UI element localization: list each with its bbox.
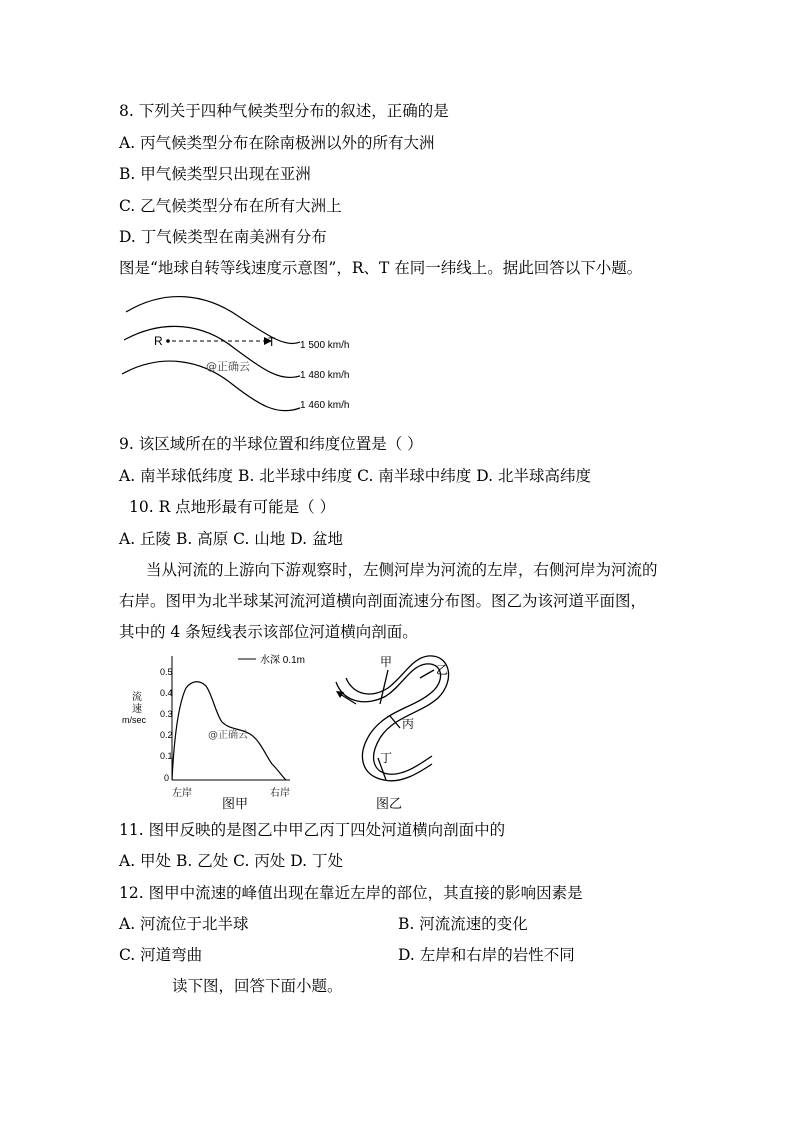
intro-river-line-2: 右岸。图甲为北半球某河流河道横向剖面流速分布图。图乙为该河道平面图， [119,592,647,610]
flow-arrow [340,694,356,704]
river-bank-inner [346,656,449,774]
speed-label-1460: 1 460 km/h [300,400,350,411]
q8-option-d: D. 丁气候类型在南美洲有分布 [119,228,327,246]
figure-yi-caption: 图乙 [376,796,403,811]
q12-stem: 12. 图甲中流速的峰值出现在靠近左岸的部位，其直接的影响因素是 [119,884,583,902]
q12-option-d: D. 左岸和右岸的岩性不同 [398,946,575,964]
q8-option-b: B. 甲气候类型只出现在亚洲 [119,165,311,183]
q8-option-c: C. 乙气候类型分布在所有大洲上 [119,197,342,215]
point-t-label: T [268,335,276,349]
figure-yi-river-plan [328,652,458,817]
section-line-jia [380,670,388,704]
y-label-liu: 流 [132,692,142,703]
outro-instruction: 读下图，回答下面小题。 [172,977,343,995]
legend-label: 水深 0.1m [260,655,306,666]
q12-option-b: B. 河流流速的变化 [398,915,528,933]
q11-stem: 11. 图甲反映的是图乙中甲乙丙丁四处河道横向剖面中的 [119,821,506,839]
y-tick-0.2: 0.2 [160,730,173,740]
label-yi: 乙 [436,663,449,677]
y-tick-0.5: 0.5 [160,667,173,677]
label-bing: 丙 [402,717,415,731]
q8-stem: 8. 下列关于四种气候类型分布的叙述，正确的是 [119,102,449,120]
right-bank-label: 右岸 [270,788,290,799]
y-label-su: 速 [132,704,142,715]
q11-options: A. 甲处 B. 乙处 C. 丙处 D. 丁处 [119,852,343,870]
intro-river-line-1: 当从河流的上游向下游观察时，左侧河岸为河流的左岸，右侧河岸为河流的 [146,561,658,579]
y-tick-0: 0 [164,773,170,783]
y-tick-0.3: 0.3 [160,709,173,719]
y-label-unit: m/sec [122,715,147,725]
q12-option-c: C. 河道弯曲 [119,946,203,964]
figure-jia-caption: 图甲 [222,796,249,811]
y-tick-0.4: 0.4 [160,688,173,698]
figure-jia-velocity-profile [120,650,306,815]
y-tick-0.1: 0.1 [160,751,173,761]
intro-river-line-3: 其中的 4 条短线表示该部位河道横向剖面。 [119,623,418,641]
watermark: @正确云 [208,730,248,741]
point-r-label: R [154,334,163,348]
flow-arrow-head [336,691,344,698]
intro-rotation-figure: 图是“地球自转等线速度示意图”，R、T 在同一纬线上。据此回答以下小题。 [119,259,643,277]
label-ding: 丁 [380,751,393,765]
rotation-speed-figure [118,290,368,420]
q9-options: A. 南半球低纬度 B. 北半球中纬度 C. 南半球中纬度 D. 北半球高纬度 [119,467,591,485]
speed-label-1500: 1 500 km/h [300,340,350,351]
q8-option-a: A. 丙气候类型分布在除南极洲以外的所有大洲 [119,134,435,152]
q9-stem: 9. 该区域所在的半球位置和纬度位置是（ ） [119,435,423,453]
speed-label-1480: 1 480 km/h [300,370,350,381]
q10-stem: 10. R 点地形最有可能是（ ） [129,498,336,516]
label-jia: 甲 [380,655,393,669]
point-r-dot [166,339,170,343]
watermark: @正确云 [206,360,250,373]
q10-options: A. 丘陵 B. 高原 C. 山地 D. 盆地 [119,530,343,548]
section-line-yi [420,670,434,678]
left-bank-label: 左岸 [172,788,192,799]
q12-option-a: A. 河流位于北半球 [119,915,249,933]
